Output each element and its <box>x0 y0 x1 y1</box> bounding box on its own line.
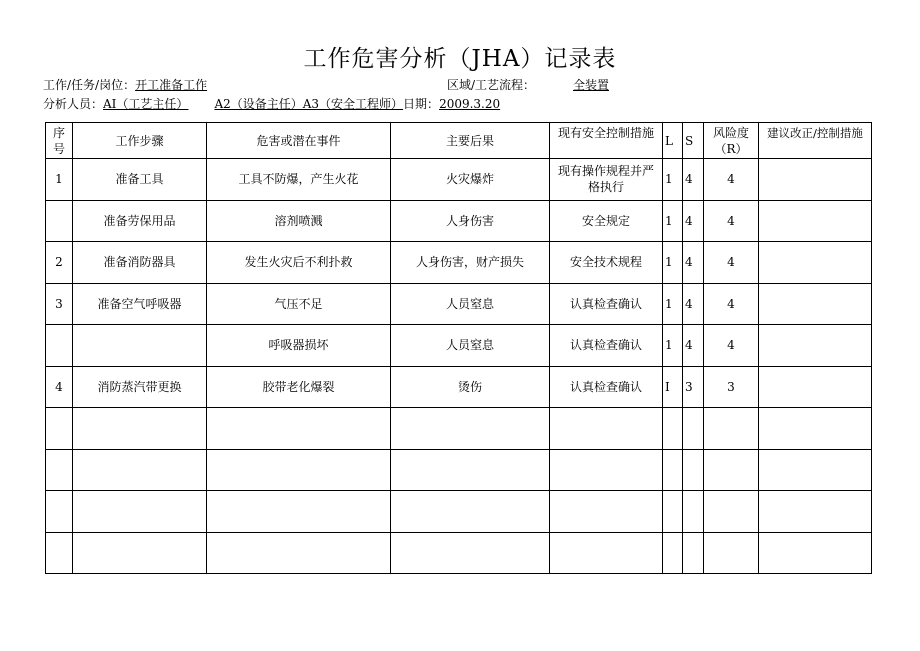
cell-seq <box>46 325 73 367</box>
cell-control: 认真检查确认 <box>550 283 663 325</box>
header-step: 工作步骤 <box>73 123 207 159</box>
cell-step <box>73 325 207 367</box>
cell-suggestion <box>759 366 872 408</box>
cell-risk: 4 <box>704 159 759 201</box>
cell-suggestion <box>759 325 872 367</box>
document-title: 工作危害分析（JHA）记录表 <box>303 46 617 72</box>
cell-hazard: 胶带老化爆裂 <box>207 366 391 408</box>
cell-s: 4 <box>683 200 704 242</box>
cell-l: 1 <box>663 159 683 201</box>
table-row <box>46 366 872 408</box>
header-hazard: 危害或潜在事件 <box>207 123 391 159</box>
cell-consequence <box>391 532 550 574</box>
cell-s: 3 <box>683 366 704 408</box>
cell-consequence <box>391 408 550 450</box>
cell-s: 4 <box>683 325 704 367</box>
cell-seq: 4 <box>46 366 73 408</box>
cell-consequence <box>391 449 550 491</box>
cell-step: 消防蒸汽带更换 <box>73 366 207 408</box>
cell-consequence: 烫伤 <box>391 366 550 408</box>
date-value: 2009.3.20 <box>439 97 501 111</box>
cell-step: 准备劳保用品 <box>73 200 207 242</box>
area-label: 区域/工艺流程： <box>447 78 536 92</box>
cell-control: 认真检查确认 <box>550 325 663 367</box>
cell-hazard: 溶剂喷溅 <box>207 200 391 242</box>
cell-l <box>663 491 683 533</box>
cell-s: 4 <box>683 159 704 201</box>
table-row <box>46 200 872 242</box>
cell-l: 1 <box>663 283 683 325</box>
cell-step <box>73 408 207 450</box>
cell-seq <box>46 200 73 242</box>
cell-suggestion <box>759 200 872 242</box>
cell-seq <box>46 449 73 491</box>
cell-step: 准备空气呼吸器 <box>73 283 207 325</box>
table-row <box>46 491 872 533</box>
cell-seq <box>46 532 73 574</box>
table-row <box>46 449 872 491</box>
cell-suggestion <box>759 408 872 450</box>
cell-step <box>73 532 207 574</box>
jha-table <box>45 122 872 574</box>
analysts-line <box>43 95 500 112</box>
cell-hazard: 呼吸器损坏 <box>207 325 391 367</box>
cell-risk <box>704 408 759 450</box>
date-label: 日期： <box>403 97 440 111</box>
cell-control: 现有操作规程并严格执行 <box>550 159 663 201</box>
cell-suggestion <box>759 159 872 201</box>
cell-suggestion <box>759 283 872 325</box>
cell-control: 安全技术规程 <box>550 242 663 284</box>
cell-hazard <box>207 532 391 574</box>
cell-risk: 4 <box>704 325 759 367</box>
cell-suggestion <box>759 491 872 533</box>
cell-seq: 2 <box>46 242 73 284</box>
cell-consequence: 火灾爆炸 <box>391 159 550 201</box>
cell-risk: 4 <box>704 283 759 325</box>
cell-suggestion <box>759 449 872 491</box>
cell-consequence: 人身伤害，财产损失 <box>391 242 550 284</box>
task-line <box>43 76 207 93</box>
cell-seq <box>46 408 73 450</box>
cell-l <box>663 408 683 450</box>
cell-risk: 4 <box>704 200 759 242</box>
cell-hazard: 发生火灾后不利扑救 <box>207 242 391 284</box>
cell-hazard <box>207 408 391 450</box>
cell-step <box>73 491 207 533</box>
cell-risk <box>704 491 759 533</box>
table-header <box>46 123 872 159</box>
cell-l <box>663 532 683 574</box>
header-s: S <box>683 123 704 159</box>
cell-l: 1 <box>663 325 683 367</box>
cell-hazard: 工具不防爆，产生火花 <box>207 159 391 201</box>
task-label: 工作/任务/岗位： <box>43 78 136 92</box>
cell-hazard <box>207 449 391 491</box>
task-value: 开工准备工作 <box>135 78 208 92</box>
table-row <box>46 532 872 574</box>
cell-consequence: 人身伤害 <box>391 200 550 242</box>
cell-risk <box>704 532 759 574</box>
table-row <box>46 242 872 284</box>
cell-control <box>550 449 663 491</box>
cell-seq <box>46 491 73 533</box>
header-suggestion: 建议改正/控制措施 <box>759 123 872 159</box>
cell-s <box>683 408 704 450</box>
cell-s: 4 <box>683 283 704 325</box>
cell-s: 4 <box>683 242 704 284</box>
cell-control <box>550 532 663 574</box>
analysts-label: 分析人员： <box>43 97 104 111</box>
header-risk: 风险度 （R） <box>704 123 759 159</box>
cell-s <box>683 491 704 533</box>
cell-seq: 3 <box>46 283 73 325</box>
analyst-1: AI（工艺主任） A2（设备主任）A3（安全工程师） <box>103 97 404 111</box>
cell-step: 准备消防器具 <box>73 242 207 284</box>
table-row <box>46 325 872 367</box>
cell-control: 安全规定 <box>550 200 663 242</box>
cell-s <box>683 449 704 491</box>
cell-hazard: 气压不足 <box>207 283 391 325</box>
header-l: L <box>663 123 683 159</box>
table-row <box>46 283 872 325</box>
cell-hazard <box>207 491 391 533</box>
table-row <box>46 408 872 450</box>
cell-step <box>73 449 207 491</box>
header-seq: 序 号 <box>46 123 73 159</box>
cell-control <box>550 408 663 450</box>
cell-risk: 4 <box>704 242 759 284</box>
cell-control: 认真检查确认 <box>550 366 663 408</box>
header-consequence: 主要后果 <box>391 123 550 159</box>
cell-l: 1 <box>663 242 683 284</box>
cell-s <box>683 532 704 574</box>
cell-l: I <box>663 366 683 408</box>
cell-consequence <box>391 491 550 533</box>
cell-seq: 1 <box>46 159 73 201</box>
cell-consequence: 人员窒息 <box>391 283 550 325</box>
cell-consequence: 人员窒息 <box>391 325 550 367</box>
cell-step: 准备工具 <box>73 159 207 201</box>
cell-suggestion <box>759 532 872 574</box>
cell-control <box>550 491 663 533</box>
cell-l <box>663 449 683 491</box>
table-row <box>46 159 872 201</box>
cell-risk <box>704 449 759 491</box>
header-control: 现有安全控制措施 <box>550 123 663 159</box>
cell-risk: 3 <box>704 366 759 408</box>
cell-suggestion <box>759 242 872 284</box>
cell-l: 1 <box>663 200 683 242</box>
area-value: 全装置 <box>573 78 610 92</box>
